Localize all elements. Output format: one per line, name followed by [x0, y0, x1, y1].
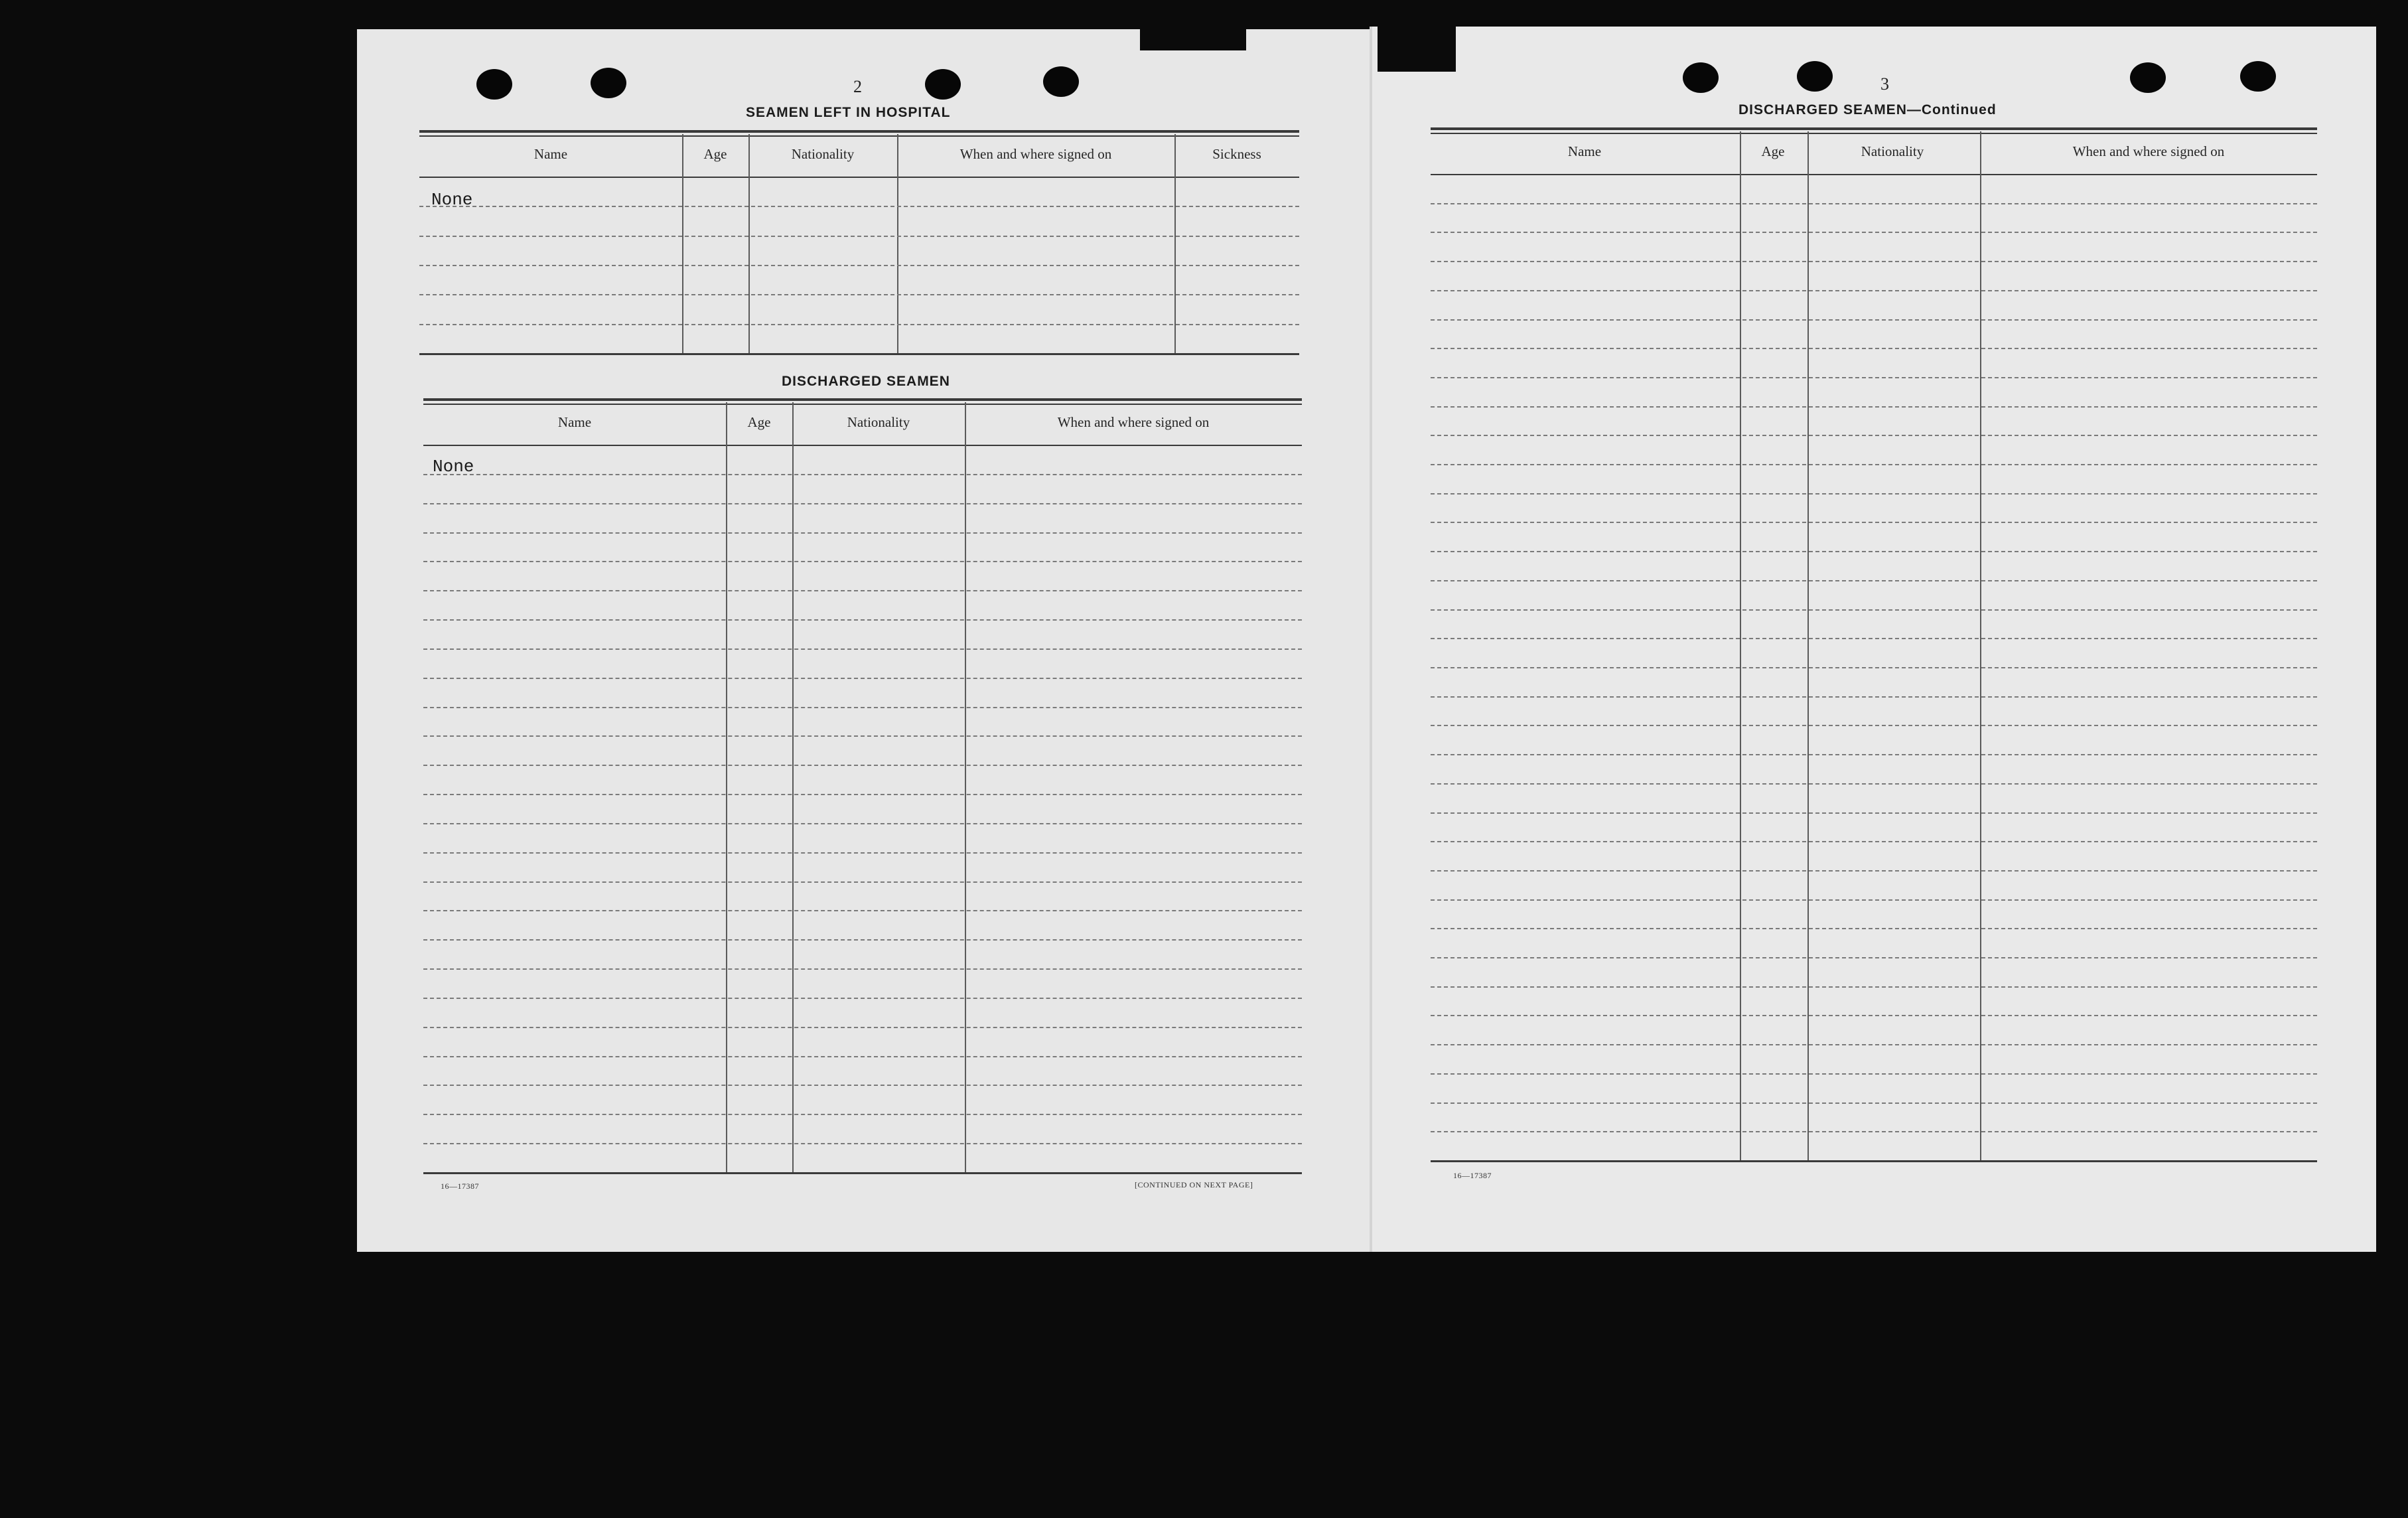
table-row: [423, 968, 1302, 970]
punch-hole-icon: [2130, 62, 2166, 93]
table-row: [423, 910, 1302, 911]
punch-hole-icon: [1683, 62, 1719, 93]
table-row: [423, 998, 1302, 999]
hospital-section-title: SEAMEN LEFT IN HOSPITAL: [746, 105, 951, 120]
table-row: [1431, 1131, 2317, 1132]
table-row: [1431, 1102, 2317, 1104]
table-row: [1431, 261, 2317, 262]
column-header: Name: [533, 146, 568, 162]
table-row: [423, 561, 1302, 562]
punch-hole-icon: [476, 69, 512, 100]
form-number: 16—17387: [441, 1181, 479, 1191]
table-row: [1431, 1015, 2317, 1016]
table-row: [1431, 667, 2317, 668]
table-top-rule: [1431, 133, 2317, 134]
table-row: [1431, 464, 2317, 465]
handwritten-entry: None: [431, 190, 473, 210]
column-header: Nationality: [791, 146, 855, 162]
punch-hole-icon: [2240, 61, 2276, 92]
table-bottom-rule: [419, 353, 1299, 355]
table-row: [1431, 319, 2317, 321]
table-row: [1431, 638, 2317, 639]
column-header: Age: [1761, 143, 1785, 159]
table-row: [1431, 957, 2317, 958]
table-row: [423, 823, 1302, 824]
continued-note: [CONTINUED ON NEXT PAGE]: [1135, 1180, 1253, 1189]
table-row: [1431, 928, 2317, 929]
column-header: Age: [747, 414, 771, 430]
discharged-section-title: DISCHARGED SEAMEN: [782, 374, 950, 389]
table-row: [423, 1056, 1302, 1057]
table-bottom-rule: [1431, 1160, 2317, 1162]
binding-notch: [1378, 27, 1456, 72]
column-divider: [682, 134, 683, 353]
table-row: [1431, 232, 2317, 233]
column-header: Sickness: [1212, 146, 1261, 162]
table-row: [1431, 1073, 2317, 1075]
table-row: [1431, 696, 2317, 698]
table-row: [1431, 493, 2317, 494]
table-row: [1431, 406, 2317, 408]
punch-hole-icon: [925, 69, 961, 100]
table-row: [423, 1143, 1302, 1144]
punch-hole-icon: [1043, 66, 1079, 97]
column-header: Name: [1567, 143, 1602, 159]
column-divider: [1740, 131, 1741, 1160]
table-row: [423, 1085, 1302, 1086]
table-row: [423, 1114, 1302, 1115]
header-rule: [423, 445, 1302, 446]
column-divider: [1980, 131, 1981, 1160]
column-header: When and where signed on: [1057, 414, 1210, 430]
continued-section-title: DISCHARGED SEAMEN—Continued: [1738, 102, 1997, 117]
table-row: [1431, 290, 2317, 291]
table-row: [419, 265, 1299, 266]
table-row: [423, 735, 1302, 737]
left-page: [357, 29, 1374, 1252]
table-top-rule: [423, 398, 1302, 401]
table-row: [423, 794, 1302, 795]
table-row: [1431, 783, 2317, 785]
table-row: [1431, 580, 2317, 581]
table-row: [419, 236, 1299, 237]
column-header: When and where signed on: [959, 146, 1112, 162]
table-row: [423, 503, 1302, 504]
table-row: [1431, 754, 2317, 755]
table-row: [423, 619, 1302, 621]
table-row: [423, 939, 1302, 941]
table-row: [423, 765, 1302, 766]
column-divider: [897, 134, 898, 353]
table-row: [423, 1027, 1302, 1028]
table-row: [1431, 203, 2317, 204]
form-number: 16—17387: [1453, 1171, 1492, 1180]
table-row: [1431, 551, 2317, 552]
table-top-rule: [1431, 127, 2317, 130]
header-rule: [419, 177, 1299, 178]
table-top-rule: [423, 404, 1302, 405]
column-header: When and where signed on: [2072, 143, 2225, 159]
table-row: [1431, 377, 2317, 378]
table-row: [423, 648, 1302, 650]
table-row: [423, 590, 1302, 591]
table-row: [423, 852, 1302, 854]
handwritten-entry: None: [433, 457, 474, 477]
page-number: 2: [853, 77, 862, 96]
table-row: [1431, 986, 2317, 988]
page-number: 3: [1880, 74, 1889, 94]
header-rule: [1431, 174, 2317, 175]
column-divider: [1174, 134, 1176, 353]
table-row: [1431, 725, 2317, 726]
table-row: [1431, 899, 2317, 901]
binding-notch: [1140, 27, 1246, 50]
table-bottom-rule: [423, 1172, 1302, 1174]
table-row: [1431, 348, 2317, 349]
column-header: Age: [703, 146, 727, 162]
table-row: [423, 881, 1302, 883]
table-row: [419, 206, 1299, 207]
table-row: [1431, 1044, 2317, 1045]
table-row: [423, 707, 1302, 708]
table-row: [1431, 609, 2317, 611]
table-row: [1431, 435, 2317, 436]
table-row: [423, 532, 1302, 534]
table-row: [419, 324, 1299, 325]
right-page: [1371, 27, 2376, 1252]
column-divider: [748, 134, 750, 353]
table-top-rule: [419, 130, 1299, 133]
page-fold: [1370, 27, 1372, 1252]
table-row: [423, 678, 1302, 679]
table-row: [1431, 522, 2317, 523]
table-row: [1431, 841, 2317, 842]
table-row: [1431, 812, 2317, 814]
table-top-rule: [419, 135, 1299, 137]
punch-hole-icon: [1797, 61, 1833, 92]
column-divider: [1807, 131, 1809, 1160]
punch-hole-icon: [591, 68, 626, 98]
column-header: Nationality: [847, 414, 910, 430]
table-row: [1431, 870, 2317, 872]
column-header: Name: [557, 414, 592, 430]
table-row: [423, 474, 1302, 475]
table-row: [419, 294, 1299, 295]
column-header: Nationality: [1861, 143, 1924, 159]
